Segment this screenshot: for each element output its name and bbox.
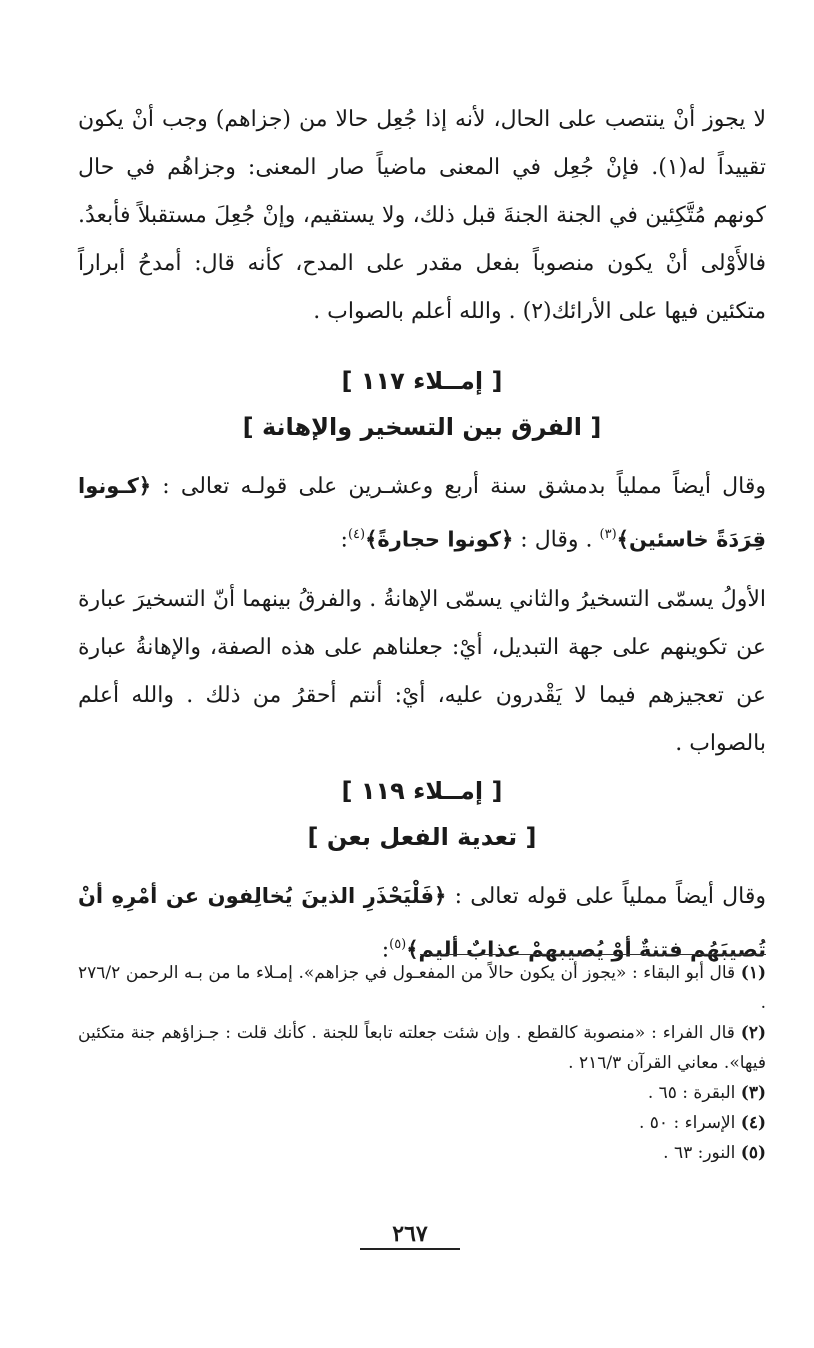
section-heading-119-number: [ إمــلاء ١١٩ ] bbox=[341, 777, 503, 806]
paragraph-4-intro: وقال أيضاً مملياً على قوله تعالى : bbox=[454, 884, 766, 910]
page-number: ٢٦٧ bbox=[360, 1220, 460, 1250]
footnote-4 bbox=[78, 1108, 766, 1138]
footnote-ref-5: (٥) bbox=[389, 937, 407, 953]
quran-quote-2: ﴿كونوا حجارةً﴾ bbox=[365, 527, 514, 552]
footnote-number: (٢) bbox=[740, 1023, 766, 1043]
paragraph-2 bbox=[78, 462, 766, 564]
footnote-text: الإسراء : ٥٠ . bbox=[638, 1113, 736, 1133]
footnote-number: (٣) bbox=[740, 1083, 766, 1103]
quran-quote-3: ﴿فَلْيَحْذَرِ الذينَ يُخالِفون عن أمْرِهِ أنْ تُصيبَهُم فتنةٌ أوْ يُصيبهمْ عذابٌ أليم﴾ bbox=[78, 884, 766, 962]
paragraph-2-intro: وقال أيضاً مملياً بدمشق سنة أربع وعشـرين على قولـه تعالى : bbox=[162, 474, 766, 499]
footnote-ref-3: (٣) bbox=[599, 527, 617, 542]
quran-quote-1: ﴿كـونوا قِرَدَةً خاسئين﴾ bbox=[78, 474, 766, 552]
footnotes bbox=[78, 958, 766, 1168]
footnote-text: قال الفراء : «منصوبة كالقطع . وإن شئت جعلته تابعاً للجنة . كأنك قلت : جـزاؤهم جنة متكئين فيها». معاني القرآن ٢١٦/٣ . bbox=[78, 1023, 766, 1073]
footnote-text: قال أبو البقاء : «يجوز أن يكون حالاً من المفعـول في جزاهم». إمـلاء ما من بـه الرحمن ٢٧٦/٢ . bbox=[78, 963, 766, 1013]
paragraph-4-end: : bbox=[381, 937, 390, 963]
section-heading-119-title: [ تعدية الفعل بعن ] bbox=[307, 823, 537, 852]
section-heading-117-number: [ إمــلاء ١١٧ ] bbox=[341, 367, 503, 395]
footnote-ref-4: (٤) bbox=[347, 527, 366, 542]
main-text bbox=[78, 96, 766, 975]
footnote-5 bbox=[78, 1138, 766, 1168]
paragraph-2-end: : bbox=[340, 527, 348, 553]
footnote-1 bbox=[78, 958, 766, 1018]
paragraph-2-mid: . وقال : bbox=[520, 527, 593, 553]
section-heading-117-title: [ الفرق بين التسخير والإهانة ] bbox=[242, 413, 602, 441]
footnote-number: (٥) bbox=[740, 1143, 766, 1163]
paragraph-1: لا يجوز أنْ ينتصب على الحال، لأنه إذا جُعِل حالا من (جزاهم) وجب أنْ يكون تقييداً له(١). فإنْ جُعِل في المعنى ماضياً صار المعنى: وجزاهُم في حال كونهم مُتَّكِئين في الجنة الجنةَ قبل ذلك، ولا يستقيم، وإنْ جُعِلَ مستقبلاً فأبعدُ. فالأَوْلى أنْ يكون منصوباً بفعل مقدر على المدح، كأنه قال: أمدحُ أبراراً متكئين فيها على الأرائك(٢) . والله أعلم بالصواب . bbox=[78, 107, 766, 324]
footnote-2 bbox=[78, 1018, 766, 1078]
footnote-divider bbox=[420, 954, 766, 955]
footnote-text: البقرة : ٦٥ . bbox=[647, 1083, 736, 1103]
footnote-number: (٤) bbox=[740, 1113, 766, 1133]
footnote-number: (١) bbox=[740, 963, 766, 983]
footnote-text: النور: ٦٣ . bbox=[663, 1143, 736, 1163]
footnote-3 bbox=[78, 1078, 766, 1108]
paragraph-3: الأولُ يسمّى التسخيرُ والثاني يسمّى الإهانةُ . والفرقُ بينهما أنّ التسخيرَ عبارة عن تكوينهم على جهة التبديل، أيْ: جعلناهم على هذه الصفة، والإهانةُ عبارة عن تعجيزهم فيما لا يَقْدرون عليه، أيْ: أنتم أحقرُ من ذلك . والله أعلم بالصواب . bbox=[78, 587, 766, 757]
